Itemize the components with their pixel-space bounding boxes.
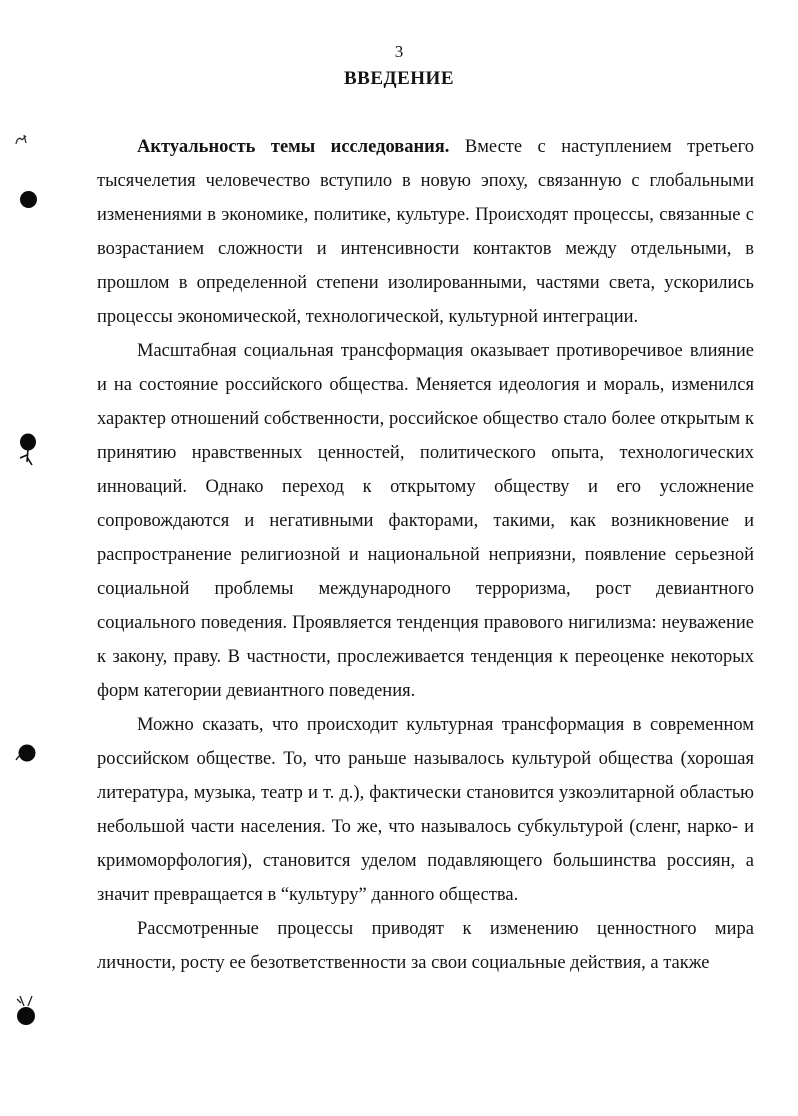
punch-hole-icon <box>20 191 37 208</box>
punch-hole-icon <box>14 743 38 765</box>
paragraph: Масштабная социальная трансформация оказывает противоречивое влияние и на состояние российского общества. Меняется идеология и мораль, изменился характер отношений собственности, российское общество стало более открытым к принятию нравственных ценностей, политического опыта, технологических инноваций. Однако переход к открытому обществу и его усложнение сопровождаются и негативными факторами, такими, как возникновение и распространение религиозной и национальной неприязни, появление серьезной социальной проблемы международного терроризма, рост девиантного социального поведения. Проявляется тенденция правового нигилизма: неуважение к закону, праву. В частности, прослеживается тенденция к переоценке некоторых форм категории девиантного поведения. <box>97 341 754 701</box>
paragraph <box>97 130 754 334</box>
section-lead-heading: Актуальность темы исследования. <box>137 137 450 157</box>
scan-mark-icon <box>14 134 28 146</box>
paragraph: Можно сказать, что происходит культурная трансформация в современном российском обществе. То, что раньше называлось культурой общества (хорошая литература, музыка, театр и т. д.), фактически становится узкоэлитарной областью небольшой части населения. То же, что называлось субкультурой (сленг, нарко- и кримоморфология), становится уделом подавляющего большинства россиян, а значит превращается в “культуру” данного общества. <box>97 715 754 905</box>
punch-hole-icon <box>12 994 40 1028</box>
body-text <box>97 130 754 980</box>
punch-hole-icon <box>16 432 40 468</box>
paragraph-text: Вместе с наступлением третьего тысячелетия человечество вступило в новую эпоху, связанную с глобальными изменениями в экономике, политике, культуре. Происходят процессы, связанные с возрастанием сложности и интенсивности контактов между отдельными, в прошлом в определенной степени изолированными, частями света, ускорились процессы экономической, технологической, культурной интеграции. <box>97 137 755 327</box>
page-number: 3 <box>394 42 404 61</box>
paragraph: Рассмотренные процессы приводят к изменению ценностного мира личности, росту ее безответственности за свои социальные действия, а также <box>97 919 754 973</box>
page-title: ВВЕДЕНИЕ <box>344 68 454 89</box>
